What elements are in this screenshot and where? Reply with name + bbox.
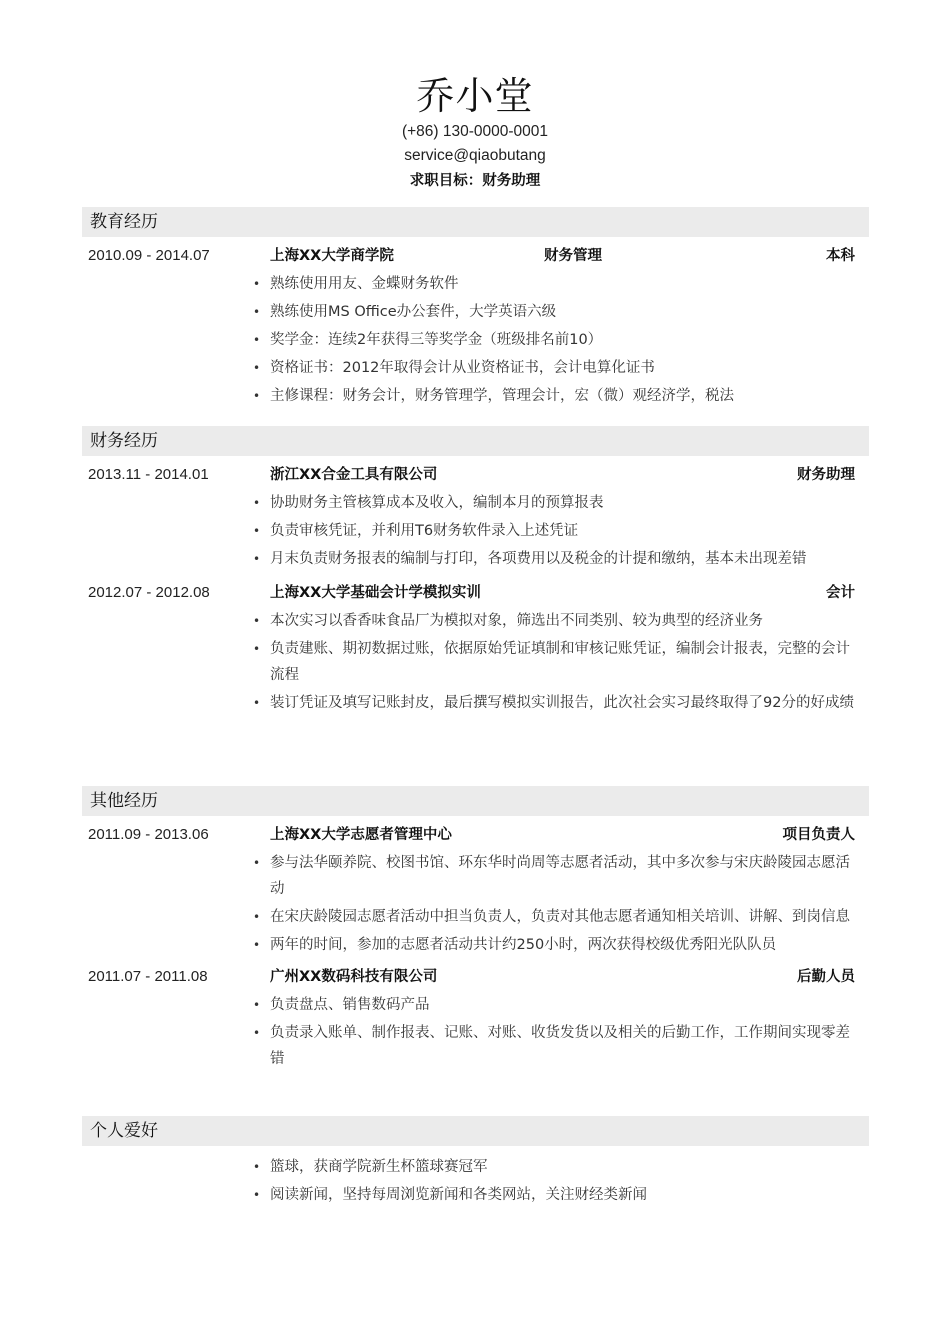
section-heading: 教育经历	[82, 207, 869, 237]
bullet-icon: •	[253, 910, 261, 924]
list-item: • 主修课程：财务会计，财务管理学，管理会计，宏（微）观经济学，税法	[270, 383, 869, 409]
bullet-icon: •	[253, 614, 261, 628]
entry-organization: 浙江XX合金工具有限公司	[270, 467, 438, 483]
entry-header	[82, 578, 869, 608]
entry-role: 后勤人员	[797, 969, 855, 985]
list-item: • 资格证书：2012年取得会计从业资格证书，会计电算化证书	[270, 355, 869, 381]
bullet-icon: •	[253, 524, 261, 538]
entry-role: 财务助理	[797, 467, 855, 483]
bullet-icon: •	[253, 1188, 261, 1202]
list-item: • 负责盘点、销售数码产品	[270, 992, 869, 1018]
list-item: • 篮球，获商学院新生杯篮球赛冠军	[270, 1154, 869, 1180]
bullet-icon: •	[253, 696, 261, 710]
finance-section	[82, 426, 869, 718]
bullet-icon: •	[253, 361, 261, 375]
experience-entry	[82, 962, 869, 1072]
bullet-icon: •	[253, 389, 261, 403]
job-objective: 求职目标：财务助理	[409, 173, 541, 189]
entry-major: 财务管理	[544, 248, 602, 264]
entry-header	[82, 241, 869, 271]
list-item: • 熟练使用MS Office办公套件，大学英语六级	[270, 299, 869, 325]
entry-organization: 上海XX大学基础会计学模拟实训	[270, 585, 481, 601]
bullet-icon: •	[253, 938, 261, 952]
entry-role: 会计	[826, 585, 855, 601]
bullet-icon: •	[253, 856, 261, 870]
section-heading: 财务经历	[82, 426, 869, 456]
list-item: • 协助财务主管核算成本及收入，编制本月的预算报表	[270, 490, 869, 516]
list-item: • 熟练使用用友、金蝶财务软件	[270, 271, 869, 297]
entry-role: 项目负责人	[782, 827, 855, 843]
list-item: • 本次实习以香香味食品厂为模拟对象，筛选出不同类别、较为典型的经济业务	[270, 608, 869, 634]
bullet-icon: •	[253, 333, 261, 347]
entry-header	[82, 962, 869, 992]
bullet-icon: •	[253, 642, 261, 656]
entry-organization: 上海XX大学志愿者管理中心	[270, 827, 452, 843]
bullet-list	[82, 271, 869, 409]
bullet-list	[82, 850, 869, 958]
experience-entry	[82, 460, 869, 572]
bullet-icon: •	[253, 496, 261, 510]
entry-organization: 广州XX数码科技有限公司	[270, 969, 438, 985]
entry-date: 2011.09 - 2013.06	[88, 826, 209, 843]
bullet-list	[82, 992, 869, 1072]
resume-header	[0, 72, 950, 194]
bullet-icon: •	[253, 277, 261, 291]
list-item: • 奖学金：连续2年获得三等奖学金（班级排名前10）	[270, 327, 869, 353]
entry-degree: 本科	[826, 248, 855, 264]
other-experience-section	[82, 786, 869, 1074]
experience-entry	[82, 820, 869, 958]
bullet-icon: •	[253, 1026, 261, 1040]
list-item: • 负责录入账单、制作报表、记账、对账、收货发货以及相关的后勤工作，工作期间实现零差错	[270, 1020, 869, 1072]
list-item: • 参与法华颐养院、校图书馆、环东华时尚周等志愿者活动，其中多次参与宋庆龄陵园志愿活动	[270, 850, 869, 902]
section-heading: 个人爱好	[82, 1116, 869, 1146]
phone-number: (+86) 130-0000-0001	[401, 123, 549, 140]
candidate-name: 乔小堂	[416, 74, 534, 118]
experience-entry	[82, 578, 869, 716]
email-address: service@qiaobutang	[404, 147, 546, 164]
entry-header	[82, 820, 869, 850]
hobbies-section	[82, 1116, 869, 1210]
education-entry	[82, 241, 869, 409]
list-item: • 在宋庆龄陵园志愿者活动中担当负责人，负责对其他志愿者通知相关培训、讲解、到岗信息	[270, 904, 869, 930]
list-item: • 阅读新闻，坚持每周浏览新闻和各类网站，关注财经类新闻	[270, 1182, 869, 1208]
section-heading: 其他经历	[82, 786, 869, 816]
bullet-list	[82, 608, 869, 716]
bullet-list	[82, 1154, 869, 1208]
entry-date: 2011.07 - 2011.08	[88, 968, 208, 985]
entry-date: 2010.09 - 2014.07	[88, 247, 210, 264]
bullet-icon: •	[253, 305, 261, 319]
entry-date: 2012.07 - 2012.08	[88, 584, 210, 601]
bullet-icon: •	[253, 1160, 261, 1174]
list-item: • 负责审核凭证，并利用T6财务软件录入上述凭证	[270, 518, 869, 544]
bullet-icon: •	[253, 552, 261, 566]
entry-organization: 上海XX大学商学院	[270, 248, 394, 264]
list-item: • 月末负责财务报表的编制与打印，各项费用以及税金的计提和缴纳，基本未出现差错	[270, 546, 869, 572]
bullet-list	[82, 490, 869, 572]
list-item: • 负责建账、期初数据过账，依据原始凭证填制和审核记账凭证，编制会计报表，完整的会计流程	[270, 636, 869, 688]
list-item: • 装订凭证及填写记账封皮，最后撰写模拟实训报告，此次社会实习最终取得了92分的好成绩	[270, 690, 869, 716]
list-item: • 两年的时间，参加的志愿者活动共计约250小时，两次获得校级优秀阳光队队员	[270, 932, 869, 958]
bullet-icon: •	[253, 998, 261, 1012]
entry-header	[82, 460, 869, 490]
education-section	[82, 207, 869, 411]
entry-date: 2013.11 - 2014.01	[88, 466, 209, 483]
